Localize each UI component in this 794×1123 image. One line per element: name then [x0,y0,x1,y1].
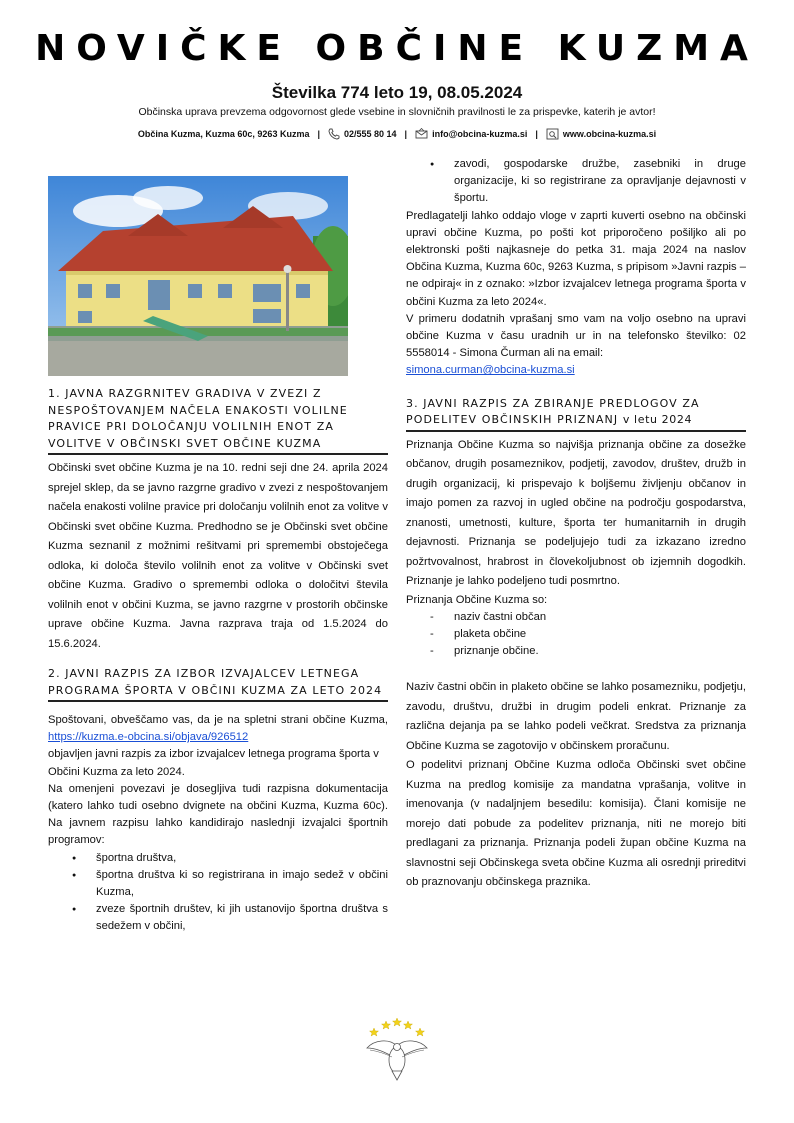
list-item: ● športna društva ki so registrirana in imajo sedež v občini Kuzma, [48,867,388,901]
article3-p2: Naziv častni občin in plaketo občine se lahko posamezniku, podjetju, zavodu, društvu, družbi in drugim podeli enkrat. Priznanje za različna dejanja pa se lahko podeli večkrat. Sredstva za priznanja Občine Kuzma se zagotovijo v občinskem proračunu. [406,681,746,752]
address: Občina Kuzma, Kuzma 60c, 9263 Kuzma [137,129,310,139]
list-item: - priznanje občine. [406,643,746,660]
article2-p2: objavljen javni razpis za izbor izvajalcev letnega programa športa v Občini Kuzma za leto 2024. [48,748,379,778]
article2-email-line [406,362,746,379]
dove-stars-logo [364,1016,430,1082]
list-item: ● zveze športnih društev, ki jih ustanovijo športna društva s sedežem v občini, [48,901,388,935]
article3-p1: Priznanja Občine Kuzma so najvišja priznanja občine za dosežke občanov, drugih posameznikov, podjetij, zavodov, društev, družb in drugih organizacij, ki prispevajo k boljšemu življenju občanov in imajo pomen za razvoj in ugled občine na področju gospodarstva, znanosti, umetnosti, kulture, športa ter humanitarnih in drugih dejavnosti. Priznanja se podeljujejo tudi za izkazano izredno požrtvovalnost, hrabrost in človekoljubnost ob izjemnih dogodkih. Priznanje je lahko podeljeno tudi posmrtno. [406,438,746,588]
disclaimer: Občinska uprava prevzema odgovornost glede vsebine in slovničnih pravilnosti le za prispevke, katerih je avtor! [138,106,656,118]
article2-p3: Na omenjeni povezavi je dosegljiva tudi razpisna dokumentacija (katero lahko tudi osebno dvignete na občini Kuzma, Kuzma 60c). Na javnem razpisu lahko kandidirajo naslednji izvajalci športnih programov: [48,782,388,847]
newsletter-title: NOVIČKE OBČINE KUZMA [35,28,759,69]
left-column [48,176,388,936]
contact-bar: Občina Kuzma, Kuzma 60c, 9263 Kuzma | 02/555 80 14 | info@obcina-kuzma.si | www.obcina-kuzma.si [137,129,657,139]
list-item: - naziv častni občan [406,609,746,626]
article1-body: Občinski svet občine Kuzma je na 10. redni seji dne 24. aprila 2024 sprejel sklep, da se javno razgrne gradivo v zvezi z nespoštovanjem načela enakosti volilne pravice pri določanju volilnih enot za volitve v Občinski svet občine Kuzma. Predhodno se je Občinski svet občine Kuzma seznanil z možnimi rešitvami pri spremembi obstoječega odloka, ki določa število volilnih enot za volitve v Občinski svet občine Kuzma. Gradivo o spremembi odloka o določitvi števila volilnih enot v občini Kuzma, se javno razgrne v prostorih občinske uprave občine Kuzma. Javna razprava traja od 1.5.2024 do 15.6.2024. [48,462,388,650]
issue-line: Številka 774 leto 19, 08.05.2024 [271,83,523,102]
article3-p3: O podelitvi priznanj Občine Kuzma odloča Občinski svet občine Kuzma na predlog komisije za mandatna vprašanja, volitve in imenovanja (v nadaljnjem besedilu: komisija). Člani komisije ne morejo dati pobude za podelitev priznanja, niti ne morejo biti predlagani za priznanja. Priznanja podeli župan občine Kuzma na slavnostni seji Občinskega sveta občine Kuzma ali osrednji prireditvi ob praznovanju občinskega praznika. [406,759,746,889]
article2-bullets [48,850,388,936]
list-item: ● športna društva, [48,850,388,867]
list-item: - plaketa občine [406,626,746,643]
article2-p4: Predlagatelji lahko oddajo vloge v zaprti kuverti osebno na občinski upravi občine Kuzma, po pošti kot priporočeno pošiljko ali po elektronski pošti najkasneje do petka 31. maja 2024 na naslov Občina Kuzma, Kuzma 60c, 9263 Kuzma, s pripisom »Javni razpis – ne odpiraj« in z oznako: »Izbor izvajalcev letnega programa športa v občini Kuzma za leto 2024«. [406,209,746,308]
list-item: ● zavodi, gospodarske družbe, zasebniki in druge organizacije, ki so registrirane za opravljanje dejavnosti v športu. [406,156,746,208]
municipal-building-photo [48,176,348,376]
mail-icon [415,128,428,140]
article2-heading: 2. JAVNI RAZPIS ZA IZBOR IZVAJALCEV LETNEGA PROGRAMA ŠPORTA V OBČINI KUZMA ZA LETO 2024 [48,666,388,702]
article2-email-link[interactable]: simona.curman@obcina-kuzma.si [406,364,575,377]
article2-p5: V primeru dodatnih vprašanj smo vam na voljo osebno na upravi občine Kuzma v času uradnih ur in na telefonsko številko: 02 5558014 - Simona Čurman ali na email: [406,312,746,360]
website[interactable]: www.obcina-kuzma.si [562,129,657,139]
article3-list-title: Priznanja Občine Kuzma so: [406,593,548,606]
email[interactable]: info@obcina-kuzma.si [432,129,528,139]
article2-link[interactable]: https://kuzma.e-obcina.si/objava/926512 [48,731,249,744]
article1-heading: 1. JAVNA RAZGRNITEV GRADIVA V ZVEZI Z NESPOŠTOVANJEM NAČELA ENAKOSTI VOLILNE PRAVICE PRI DOLOČANJU VOLILNIH ENOT ZA VOLITVE V OBČINSKI SVET OBČINE KUZMA [48,386,388,455]
article3-awards-list [406,609,746,661]
article3-heading-suffix: v letu 2024 [622,413,693,427]
article3-heading: 3. JAVNI RAZPIS ZA ZBIRANJE PREDLOGOV ZA PODELITEV OBČINSKIH PRIZNANJ v letu 2024 [406,396,746,432]
phone: 02/555 80 14 [343,129,397,139]
right-column [406,156,746,893]
phone-icon [328,128,340,140]
article2-bullets-cont [406,156,746,208]
article2-intro: Spoštovani, obveščamo vas, da je na spletni strani občine Kuzma, https://kuzma.e-obcina.si/objava/926512 [48,714,388,744]
web-icon [546,128,559,140]
